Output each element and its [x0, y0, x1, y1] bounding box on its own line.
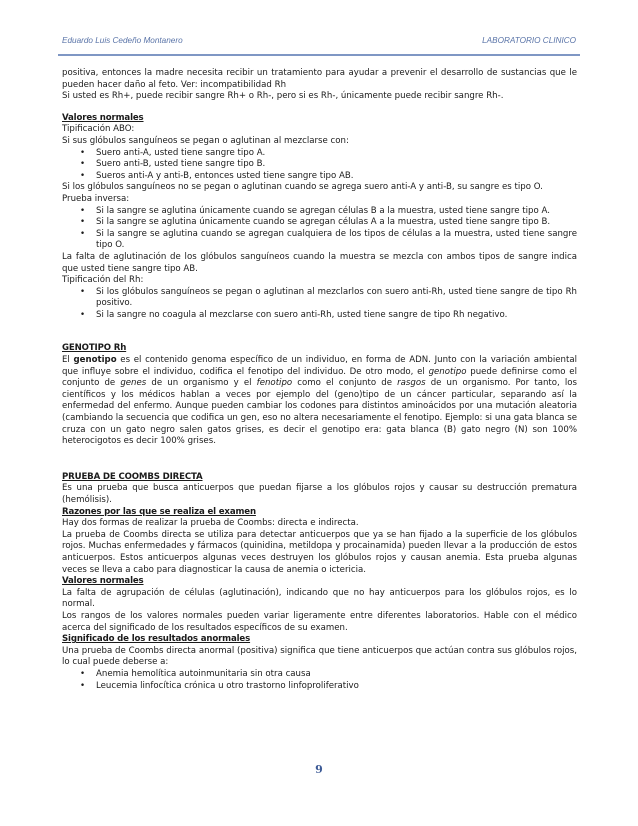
header-rule	[58, 54, 580, 56]
intro-paragraph-2: Si usted es Rh+, puede recibir sangre Rh+ o Rh-, pero si es Rh-, únicamente puede recibir sangre Rh-.	[62, 91, 504, 102]
razones-heading: Razones por las que se realiza el examen	[62, 506, 256, 517]
coombs-intro: Es una prueba que busca anticuerpos que puedan fijarse a los glóbulos rojos y causar su destrucción prematura (hemólisis).	[62, 483, 577, 505]
coombs-heading: PRUEBA DE COOMBS DIRECTA	[62, 471, 203, 482]
intro-paragraph-1: positiva, entonces la madre necesita recibir un tratamiento para ayudar a prevenir el desarrollo de sustancias que le pueden hacer daño al feto. Ver: incompatibilidad Rh	[62, 68, 577, 90]
list-item: • Sueros anti-A y anti-B, entonces usted tiene sangre tipo AB.	[62, 171, 577, 183]
prueba-inversa: Prueba inversa:	[62, 193, 130, 204]
significado-list	[62, 669, 577, 692]
coombs-valores-heading: Valores normales	[62, 576, 144, 587]
tipificacion-abo: Tipificación ABO:	[62, 124, 135, 135]
abo-none: Si los glóbulos sanguíneos no se pegan o aglutinan cuando se agrega suero anti-A y anti-B, su sangre es tipo O.	[62, 182, 543, 193]
abo-list	[62, 148, 577, 183]
list-item: • Si la sangre se aglutina cuando se agregan cualquiera de los tipos de células a la muestra, usted tiene sangre tipo O.	[62, 229, 577, 252]
list-item: • Si la sangre se aglutina únicamente cuando se agregan células B a la muestra, usted tiene sangre tipo A.	[62, 206, 577, 218]
valores-heading: Valores normales	[62, 112, 144, 123]
tipificacion-rh: Tipificación del Rh:	[62, 275, 144, 286]
list-item: • Si la sangre no coagula al mezclarse con suero anti-Rh, usted tiene sangre de tipo Rh negativo.	[62, 310, 577, 322]
inversa-list	[62, 206, 577, 252]
genotipo-heading: GENOTIPO Rh	[62, 343, 127, 354]
razones-paragraph-2: La prueba de Coombs directa se utiliza para detectar anticuerpos que ya se han fijado a la superficie de los glóbulos rojos. Muchas enfermedades y fármacos (quinidina, metildopa y procainamida) pueden llevar a la producción de estos anticuerpos. Estos anticuerpos algunas veces destruyen los glóbulos rojos y causan anemia. Esta prueba algunas veces se lleva a cabo para diagnosticar la causa de anemia o ictericia.	[62, 529, 577, 575]
genotipo-term: genotipo	[73, 355, 117, 366]
rh-list	[62, 287, 577, 322]
list-item: • Si los glóbulos sanguíneos se pegan o aglutinan al mezclarlos con suero anti-Rh, usted tiene sangre de tipo Rh positivo.	[62, 287, 577, 310]
list-item: • Anemia hemolítica autoinmunitaria sin otra causa	[62, 669, 577, 681]
list-item: • Si la sangre se aglutina únicamente cuando se agregan células A a la muestra, usted tiene sangre tipo B.	[62, 217, 577, 229]
razones-paragraph-1: Hay dos formas de realizar la prueba de Coombs: directa e indirecta.	[62, 518, 359, 529]
coombs-valores-2: Los rangos de los valores normales pueden variar ligeramente entre diferentes laboratorios. Hable con el médico acerca del significado de los resultados específicos de su examen.	[62, 610, 577, 633]
page-header	[62, 36, 576, 45]
genotipo-paragraph: El genotipo es el contenido genoma específico de un individuo, en forma de ADN. Junto con la variación ambiental que influye sobre el individuo, codifica el fenotipo del individuo. De otro modo, el genotipo puede definirse como el conjunto de genes de un organismo y el fenotipo como el conjunto de rasgos de un organismo. Por tanto, los científicos y los médicos hablan a veces por ejemplo del (geno)tipo de un cáncer particular, separando así la enfermedad del enfermo. Aunque pueden cambiar los codones para distintos aminoácidos por una mutación aleatoria (cambiando la secuencia que codifica un gen, eso no altera necesariamente el fenotipo. Ejemplo: si una gata blanca se cruza con un gato negro salen gatos grises, es decir el genotipo era: gata blanca (B) gato negro (N) son 100% heterocigotos es decir 100% grises.	[62, 355, 578, 447]
list-item: • Leucemia linfocítica crónica u otro trastorno linfoproliferativo	[62, 681, 577, 693]
abo-intro: Si sus glóbulos sanguíneos se pegan o aglutinan al mezclarse con:	[62, 135, 349, 146]
falta-aglutinacion: La falta de aglutinación de los glóbulos sanguíneos cuando la muestra se mezcla con ambos tipos de sangre indica que usted tiene sangre tipo AB.	[62, 251, 577, 274]
coombs-valores-1: La falta de agrupación de células (aglutinación), indicando que no hay anticuerpos para los glóbulos rojos, es lo normal.	[62, 587, 577, 610]
list-item: • Suero anti-A, usted tiene sangre tipo A.	[62, 148, 577, 160]
page-number: 9	[315, 763, 323, 776]
header-author: Eduardo Luis Cedeño Montanero	[62, 36, 183, 45]
significado-paragraph: Una prueba de Coombs directa anormal (positiva) significa que tiene anticuerpos que actúan contra sus glóbulos rojos, lo cual puede deberse a:	[62, 645, 577, 668]
header-section: LABORATORIO CLINICO	[482, 36, 576, 45]
list-item: • Suero anti-B, usted tiene sangre tipo B.	[62, 159, 577, 171]
significado-heading: Significado de los resultados anormales	[62, 634, 251, 645]
page-content	[62, 68, 577, 692]
